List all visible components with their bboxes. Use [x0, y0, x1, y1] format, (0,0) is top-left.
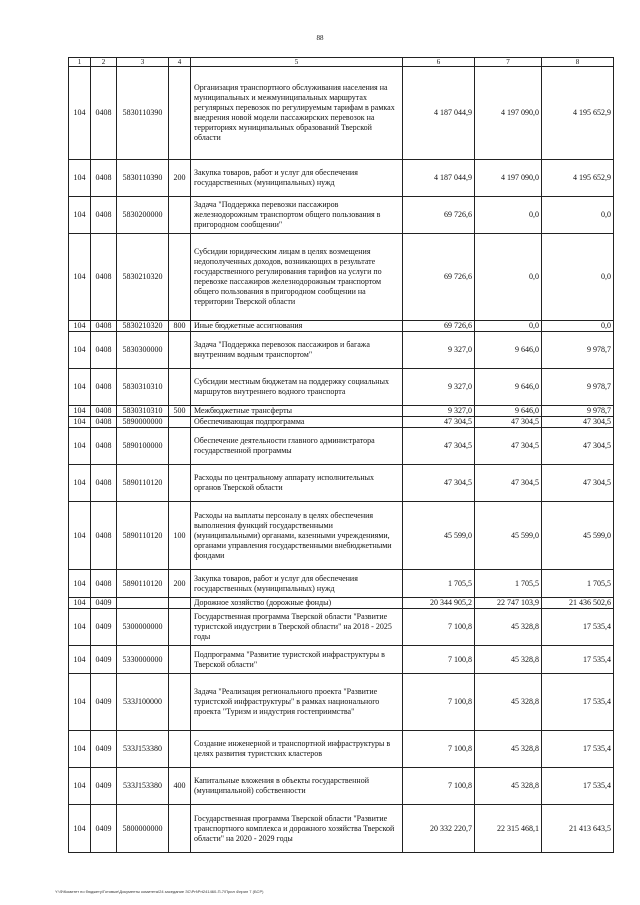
cell-c8: 0,0 — [542, 321, 614, 332]
cell-c3: 5830310310 — [117, 406, 169, 417]
cell-c7: 45 328,8 — [475, 646, 542, 674]
cell-c7: 0,0 — [475, 321, 542, 332]
cell-c7: 1 705,5 — [475, 570, 542, 598]
cell-c8: 4 195 652,9 — [542, 160, 614, 197]
cell-c7: 9 646,0 — [475, 332, 542, 369]
cell-c3: 5830200000 — [117, 197, 169, 234]
column-header: 6 — [403, 58, 475, 67]
table-row — [69, 234, 614, 321]
column-header: 2 — [91, 58, 117, 67]
cell-c2: 0408 — [91, 67, 117, 160]
cell-c7: 47 304,5 — [475, 428, 542, 465]
cell-c5: Капитальные вложения в объекты государственной (муниципальной) собственности — [191, 768, 403, 805]
table-row — [69, 805, 614, 853]
cell-c5: Обеспечивающая подпрограмма — [191, 417, 403, 428]
cell-c5: Задача "Реализация регионального проекта "Развитие туристской инфраструктуры" в рамках национального проекта "Туризм и индустрия гостеприимства" — [191, 674, 403, 731]
cell-c5: Государственная программа Тверской области "Развитие транспортного комплекса и дорожного хозяйства Тверской области" на 2020 - 2029 годы — [191, 805, 403, 853]
cell-c8: 45 599,0 — [542, 502, 614, 570]
cell-c8: 47 304,5 — [542, 465, 614, 502]
cell-c2: 0408 — [91, 321, 117, 332]
cell-c7: 4 197 090,0 — [475, 67, 542, 160]
cell-c2: 0408 — [91, 465, 117, 502]
cell-c4 — [169, 197, 191, 234]
cell-c2: 0408 — [91, 502, 117, 570]
cell-c4: 500 — [169, 406, 191, 417]
cell-c8: 9 978,7 — [542, 406, 614, 417]
cell-c8: 17 535,4 — [542, 646, 614, 674]
cell-c6: 7 100,8 — [403, 768, 475, 805]
table-row — [69, 67, 614, 160]
cell-c1: 104 — [69, 406, 91, 417]
cell-c3: 5890110120 — [117, 465, 169, 502]
table-row — [69, 674, 614, 731]
cell-c8: 17 535,4 — [542, 731, 614, 768]
cell-c3: 5330000000 — [117, 646, 169, 674]
cell-c4 — [169, 674, 191, 731]
cell-c1: 104 — [69, 67, 91, 160]
cell-c2: 0408 — [91, 234, 117, 321]
cell-c7: 45 328,8 — [475, 609, 542, 646]
cell-c5: Межбюджетные трансферты — [191, 406, 403, 417]
cell-c5: Задача "Поддержка перевозки пассажиров железнодорожным транспортом общего пользования в пригородном сообщении" — [191, 197, 403, 234]
cell-c6: 69 726,6 — [403, 197, 475, 234]
cell-c8: 17 535,4 — [542, 609, 614, 646]
cell-c1: 104 — [69, 570, 91, 598]
cell-c4 — [169, 465, 191, 502]
table-row — [69, 768, 614, 805]
cell-c5: Задача "Поддержка перевозок пассажиров и багажа внутренним водным транспортом" — [191, 332, 403, 369]
cell-c5: Государственная программа Тверской области "Развитие туристской индустрии в Тверской области" на 2018 - 2025 годы — [191, 609, 403, 646]
cell-c2: 0409 — [91, 768, 117, 805]
cell-c4: 100 — [169, 502, 191, 570]
cell-c6: 7 100,8 — [403, 674, 475, 731]
cell-c2: 0408 — [91, 197, 117, 234]
cell-c2: 0408 — [91, 369, 117, 406]
cell-c8: 0,0 — [542, 234, 614, 321]
cell-c2: 0409 — [91, 805, 117, 853]
cell-c1: 104 — [69, 369, 91, 406]
cell-c5: Создание инженерной и транспортной инфраструктуры в целях развития туристских кластеров — [191, 731, 403, 768]
cell-c7: 4 197 090,0 — [475, 160, 542, 197]
table-row — [69, 197, 614, 234]
cell-c1: 104 — [69, 332, 91, 369]
cell-c4 — [169, 731, 191, 768]
cell-c6: 45 599,0 — [403, 502, 475, 570]
cell-c2: 0408 — [91, 160, 117, 197]
cell-c1: 104 — [69, 674, 91, 731]
cell-c6: 4 187 044,9 — [403, 160, 475, 197]
cell-c1: 104 — [69, 465, 91, 502]
cell-c5: Закупка товаров, работ и услуг для обеспечения государственных (муниципальных) нужд — [191, 570, 403, 598]
cell-c2: 0408 — [91, 428, 117, 465]
cell-c6: 9 327,0 — [403, 406, 475, 417]
cell-c8: 4 195 652,9 — [542, 67, 614, 160]
cell-c7: 0,0 — [475, 234, 542, 321]
table-row — [69, 465, 614, 502]
table-row — [69, 417, 614, 428]
cell-c2: 0408 — [91, 406, 117, 417]
cell-c2: 0409 — [91, 674, 117, 731]
cell-c7: 22 315 468,1 — [475, 805, 542, 853]
cell-c7: 47 304,5 — [475, 465, 542, 502]
cell-c5: Закупка товаров, работ и услуг для обеспечения государственных (муниципальных) нужд — [191, 160, 403, 197]
table-row — [69, 646, 614, 674]
cell-c2: 0409 — [91, 598, 117, 609]
cell-c3: 5890110120 — [117, 502, 169, 570]
cell-c5: Субсидии местным бюджетам на поддержку социальных маршрутов внутреннего водного транспорта — [191, 369, 403, 406]
cell-c4 — [169, 609, 191, 646]
cell-c8: 17 535,4 — [542, 674, 614, 731]
cell-c8: 17 535,4 — [542, 768, 614, 805]
page-number: 88 — [316, 34, 324, 42]
cell-c1: 104 — [69, 234, 91, 321]
cell-c4 — [169, 428, 191, 465]
cell-c3: 5830110390 — [117, 67, 169, 160]
cell-c4: 200 — [169, 160, 191, 197]
cell-c4 — [169, 598, 191, 609]
cell-c4 — [169, 417, 191, 428]
cell-c3: 533J100000 — [117, 674, 169, 731]
cell-c7: 45 328,8 — [475, 674, 542, 731]
cell-c6: 7 100,8 — [403, 646, 475, 674]
file-path-footer: Y:\Ф\Комитет по бюджету\Готовые\Документы комитета\24 заседание ЗС\Prt\Prt241460-П-7\Прил 4\прил 7 (БСР) — [55, 889, 264, 894]
cell-c4 — [169, 234, 191, 321]
cell-c1: 104 — [69, 805, 91, 853]
table-row — [69, 570, 614, 598]
column-header: 1 — [69, 58, 91, 67]
cell-c2: 0408 — [91, 332, 117, 369]
cell-c3 — [117, 598, 169, 609]
cell-c2: 0408 — [91, 417, 117, 428]
cell-c5: Обеспечение деятельности главного администратора государственной программы — [191, 428, 403, 465]
cell-c4 — [169, 67, 191, 160]
cell-c3: 5890100000 — [117, 428, 169, 465]
cell-c8: 9 978,7 — [542, 369, 614, 406]
cell-c3: 5890110120 — [117, 570, 169, 598]
table-row — [69, 598, 614, 609]
table-row — [69, 332, 614, 369]
cell-c3: 5830210320 — [117, 234, 169, 321]
cell-c7: 0,0 — [475, 197, 542, 234]
cell-c2: 0408 — [91, 570, 117, 598]
cell-c3: 5800000000 — [117, 805, 169, 853]
table-row — [69, 321, 614, 332]
cell-c4: 200 — [169, 570, 191, 598]
cell-c6: 69 726,6 — [403, 321, 475, 332]
cell-c4: 800 — [169, 321, 191, 332]
cell-c1: 104 — [69, 609, 91, 646]
table-row — [69, 731, 614, 768]
cell-c7: 45 328,8 — [475, 731, 542, 768]
cell-c5: Расходы по центральному аппарату исполнительных органов Тверской области — [191, 465, 403, 502]
cell-c1: 104 — [69, 428, 91, 465]
table-row — [69, 369, 614, 406]
table-row — [69, 502, 614, 570]
cell-c7: 22 747 103,9 — [475, 598, 542, 609]
cell-c4 — [169, 332, 191, 369]
cell-c3: 5830300000 — [117, 332, 169, 369]
cell-c5: Иные бюджетные ассигнования — [191, 321, 403, 332]
cell-c4: 400 — [169, 768, 191, 805]
cell-c3: 533J153380 — [117, 768, 169, 805]
table-row — [69, 160, 614, 197]
cell-c8: 21 413 643,5 — [542, 805, 614, 853]
cell-c1: 104 — [69, 768, 91, 805]
cell-c1: 104 — [69, 731, 91, 768]
cell-c5: Субсидии юридическим лицам в целях возмещения недополученных доходов, возникающих в результате государственного регулирования тарифов на услуги по перевозке пассажиров железнодорожным транспортом общего пользования в пригородном сообщении на территории Тверской области — [191, 234, 403, 321]
cell-c3: 5830110390 — [117, 160, 169, 197]
cell-c3: 533J153380 — [117, 731, 169, 768]
cell-c1: 104 — [69, 160, 91, 197]
table-row — [69, 428, 614, 465]
cell-c8: 1 705,5 — [542, 570, 614, 598]
cell-c3: 5830310310 — [117, 369, 169, 406]
cell-c8: 21 436 502,6 — [542, 598, 614, 609]
cell-c6: 9 327,0 — [403, 369, 475, 406]
cell-c4 — [169, 369, 191, 406]
cell-c6: 20 332 220,7 — [403, 805, 475, 853]
column-header: 8 — [542, 58, 614, 67]
cell-c4 — [169, 646, 191, 674]
cell-c6: 47 304,5 — [403, 428, 475, 465]
column-header: 3 — [117, 58, 169, 67]
cell-c5: Расходы на выплаты персоналу в целях обеспечения выполнения функций государственными (муниципальными) органами, казенными учреждениями, органами управления государственными внебюджетными фондами — [191, 502, 403, 570]
cell-c7: 9 646,0 — [475, 369, 542, 406]
budget-table — [68, 57, 614, 853]
header-row — [69, 58, 614, 67]
cell-c7: 9 646,0 — [475, 406, 542, 417]
cell-c3: 5890000000 — [117, 417, 169, 428]
cell-c3: 5830210320 — [117, 321, 169, 332]
column-header: 4 — [169, 58, 191, 67]
cell-c5: Организация транспортного обслуживания населения на муниципальных и межмуниципальных маршрутах регулярных перевозок по регулируемым тарифам в рамках внедрения новой модели пассажирских перевозок на территориях муниципальных образований Тверской области — [191, 67, 403, 160]
column-header: 7 — [475, 58, 542, 67]
cell-c4 — [169, 805, 191, 853]
cell-c8: 47 304,5 — [542, 417, 614, 428]
cell-c1: 104 — [69, 417, 91, 428]
cell-c6: 1 705,5 — [403, 570, 475, 598]
cell-c5: Дорожное хозяйство (дорожные фонды) — [191, 598, 403, 609]
cell-c2: 0409 — [91, 609, 117, 646]
cell-c8: 47 304,5 — [542, 428, 614, 465]
cell-c6: 4 187 044,9 — [403, 67, 475, 160]
cell-c2: 0409 — [91, 731, 117, 768]
cell-c6: 7 100,8 — [403, 609, 475, 646]
cell-c7: 47 304,5 — [475, 417, 542, 428]
cell-c1: 104 — [69, 502, 91, 570]
cell-c6: 69 726,6 — [403, 234, 475, 321]
cell-c6: 47 304,5 — [403, 465, 475, 502]
cell-c6: 20 344 905,2 — [403, 598, 475, 609]
cell-c7: 45 328,8 — [475, 768, 542, 805]
cell-c1: 104 — [69, 197, 91, 234]
cell-c6: 9 327,0 — [403, 332, 475, 369]
column-header: 5 — [191, 58, 403, 67]
table-row — [69, 406, 614, 417]
cell-c6: 7 100,8 — [403, 731, 475, 768]
table-row — [69, 609, 614, 646]
cell-c8: 9 978,7 — [542, 332, 614, 369]
cell-c7: 45 599,0 — [475, 502, 542, 570]
cell-c2: 0409 — [91, 646, 117, 674]
cell-c6: 47 304,5 — [403, 417, 475, 428]
cell-c1: 104 — [69, 321, 91, 332]
cell-c1: 104 — [69, 646, 91, 674]
cell-c5: Подпрограмма "Развитие туристской инфраструктуры в Тверской области" — [191, 646, 403, 674]
cell-c3: 5300000000 — [117, 609, 169, 646]
cell-c8: 0,0 — [542, 197, 614, 234]
cell-c1: 104 — [69, 598, 91, 609]
